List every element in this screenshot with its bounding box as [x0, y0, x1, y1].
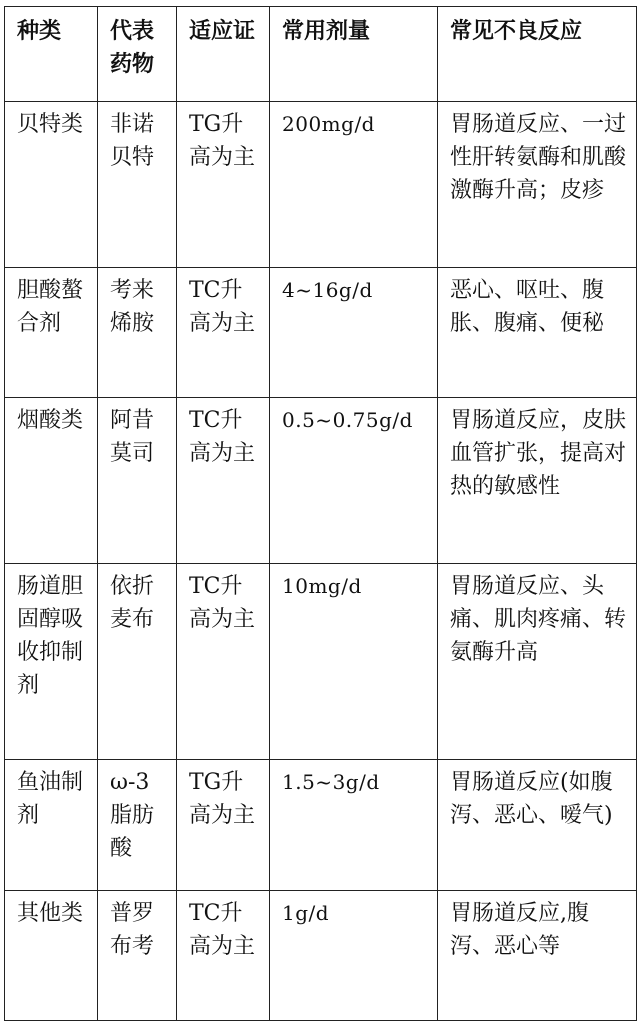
table-row — [5, 760, 637, 891]
cell-drug: 考来烯胺 — [98, 268, 177, 398]
cell-indication: TC升高为主 — [177, 564, 270, 760]
table-row — [5, 564, 637, 760]
cell-drug: 阿昔莫司 — [98, 398, 177, 564]
cell-category: 烟酸类 — [5, 398, 98, 564]
cell-indication: TC升高为主 — [177, 891, 270, 1021]
cell-category: 贝特类 — [5, 102, 98, 268]
table-header-row — [5, 7, 637, 102]
cell-dose: 1.5~3g/d — [270, 760, 438, 891]
cell-indication: TC升高为主 — [177, 268, 270, 398]
cell-adverse: 胃肠道反应，皮肤血管扩张，提高对热的敏感性 — [438, 398, 637, 564]
cell-adverse: 胃肠道反应、一过性肝转氨酶和肌酸激酶升高；皮疹 — [438, 102, 637, 268]
cell-adverse: 胃肠道反应(如腹泻、恶心、嗳气) — [438, 760, 637, 891]
cell-adverse: 胃肠道反应,腹泻、恶心等 — [438, 891, 637, 1021]
cell-dose: 0.5~0.75g/d — [270, 398, 438, 564]
table-row — [5, 891, 637, 1021]
header-adverse: 常见不良反应 — [438, 7, 637, 102]
cell-adverse: 胃肠道反应、头痛、肌肉疼痛、转氨酶升高 — [438, 564, 637, 760]
cell-indication: TG升高为主 — [177, 760, 270, 891]
cell-drug: 非诺贝特 — [98, 102, 177, 268]
table-row — [5, 398, 637, 564]
lipid-drug-table — [4, 6, 637, 1021]
header-indication: 适应证 — [177, 7, 270, 102]
header-drug: 代表药物 — [98, 7, 177, 102]
cell-drug: ω-3脂肪酸 — [98, 760, 177, 891]
cell-dose: 200mg/d — [270, 102, 438, 268]
cell-dose: 10mg/d — [270, 564, 438, 760]
cell-dose: 4~16g/d — [270, 268, 438, 398]
cell-category: 胆酸螯合剂 — [5, 268, 98, 398]
cell-indication: TG升高为主 — [177, 102, 270, 268]
cell-adverse: 恶心、呕吐、腹胀、腹痛、便秘 — [438, 268, 637, 398]
cell-drug: 依折麦布 — [98, 564, 177, 760]
cell-category: 鱼油制剂 — [5, 760, 98, 891]
cell-category: 肠道胆固醇吸收抑制剂 — [5, 564, 98, 760]
header-dose: 常用剂量 — [270, 7, 438, 102]
cell-drug: 普罗布考 — [98, 891, 177, 1021]
header-category: 种类 — [5, 7, 98, 102]
table-row — [5, 102, 637, 268]
cell-indication: TC升高为主 — [177, 398, 270, 564]
cell-category: 其他类 — [5, 891, 98, 1021]
cell-dose: 1g/d — [270, 891, 438, 1021]
table-row — [5, 268, 637, 398]
